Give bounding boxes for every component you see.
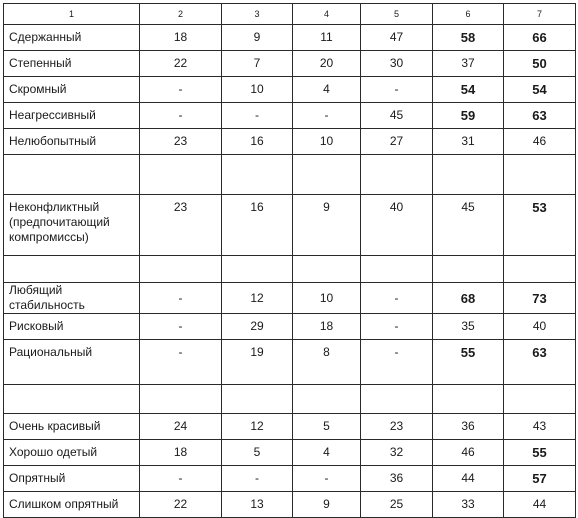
table-cell: 44 — [504, 492, 576, 518]
row-label: Неагрессивный — [4, 103, 140, 129]
table-cell: - — [140, 340, 222, 385]
table-cell: 44 — [433, 466, 504, 492]
table-cell: - — [293, 103, 361, 129]
table-cell: 63 — [504, 340, 576, 385]
table-cell: 19 — [222, 340, 293, 385]
table-row — [4, 314, 576, 340]
table-cell: 18 — [140, 440, 222, 466]
table-cell: 4 — [293, 77, 361, 103]
table-cell: 59 — [433, 103, 504, 129]
table-row — [4, 103, 576, 129]
header-cell: 5 — [361, 4, 433, 25]
table-cell: 43 — [504, 414, 576, 440]
table-cell: 22 — [140, 492, 222, 518]
table-cell: 5 — [222, 440, 293, 466]
table-cell: - — [293, 466, 361, 492]
table-row — [4, 440, 576, 466]
row-label: Хорошо одетый — [4, 440, 140, 466]
table-cell: - — [361, 283, 433, 314]
table-cell: 37 — [433, 51, 504, 77]
table-cell: 12 — [222, 283, 293, 314]
table-cell: 9 — [222, 25, 293, 51]
row-label: Любящий стабильность — [4, 283, 140, 314]
table-cell: 4 — [293, 440, 361, 466]
empty-row — [4, 155, 576, 195]
table-row — [4, 283, 576, 314]
header-cell: 4 — [293, 4, 361, 25]
table-cell: 55 — [433, 340, 504, 385]
empty-row — [4, 256, 576, 283]
row-label: Опрятный — [4, 466, 140, 492]
table-cell: 31 — [433, 129, 504, 155]
table-row — [4, 25, 576, 51]
row-label: Рациональный — [4, 340, 140, 385]
table-cell: - — [222, 103, 293, 129]
data-table — [3, 3, 576, 518]
header-row — [4, 4, 576, 25]
table-row — [4, 77, 576, 103]
row-label: Слишком опрятный — [4, 492, 140, 518]
table-cell: 23 — [140, 195, 222, 256]
row-label: Рисковый — [4, 314, 140, 340]
table-row — [4, 51, 576, 77]
table-row — [4, 340, 576, 385]
row-label: Степенный — [4, 51, 140, 77]
table-cell: 7 — [222, 51, 293, 77]
table-cell: 40 — [504, 314, 576, 340]
table-row — [4, 414, 576, 440]
table-cell: 35 — [433, 314, 504, 340]
header-cell: 6 — [433, 4, 504, 25]
table-cell: - — [140, 314, 222, 340]
table-cell: 10 — [222, 77, 293, 103]
table-cell: 10 — [293, 129, 361, 155]
table-cell: 36 — [361, 466, 433, 492]
table-cell: 33 — [433, 492, 504, 518]
table-cell: 23 — [361, 414, 433, 440]
table-cell: 47 — [361, 25, 433, 51]
table-cell: - — [140, 103, 222, 129]
header-cell: 7 — [504, 4, 576, 25]
table-row — [4, 195, 576, 256]
table-cell: 29 — [222, 314, 293, 340]
table-cell: 45 — [433, 195, 504, 256]
header-cell: 3 — [222, 4, 293, 25]
empty-row — [4, 385, 576, 414]
table-cell: - — [361, 340, 433, 385]
row-label: Неконфликтный (предпочитающий компромиссы) — [4, 195, 140, 256]
table-cell: 46 — [433, 440, 504, 466]
table-cell: 27 — [361, 129, 433, 155]
table-cell: 45 — [361, 103, 433, 129]
table-cell: - — [140, 283, 222, 314]
table-cell: 20 — [293, 51, 361, 77]
table-cell: - — [140, 466, 222, 492]
table-cell: 73 — [504, 283, 576, 314]
table-cell: 46 — [504, 129, 576, 155]
table-cell: 11 — [293, 25, 361, 51]
table-cell: 58 — [433, 25, 504, 51]
row-label: Скромный — [4, 77, 140, 103]
table-cell: - — [361, 314, 433, 340]
row-label: Нелюбопытный — [4, 129, 140, 155]
table-cell: 23 — [140, 129, 222, 155]
table-cell: 36 — [433, 414, 504, 440]
table-cell: 66 — [504, 25, 576, 51]
row-label: Очень красивый — [4, 414, 140, 440]
table-cell: 18 — [293, 314, 361, 340]
table-cell: - — [140, 77, 222, 103]
table-cell: 25 — [361, 492, 433, 518]
table-cell: 63 — [504, 103, 576, 129]
table-cell: 10 — [293, 283, 361, 314]
table-cell: 40 — [361, 195, 433, 256]
table-cell: 53 — [504, 195, 576, 256]
table-cell: 32 — [361, 440, 433, 466]
header-cell: 1 — [4, 4, 140, 25]
table-cell: - — [361, 77, 433, 103]
table-cell: 57 — [504, 466, 576, 492]
row-label: Сдержанный — [4, 25, 140, 51]
table-cell: 50 — [504, 51, 576, 77]
table-cell: 24 — [140, 414, 222, 440]
table-cell: 16 — [222, 129, 293, 155]
table-cell: 18 — [140, 25, 222, 51]
table-cell: 16 — [222, 195, 293, 256]
table-row — [4, 466, 576, 492]
table-cell: 68 — [433, 283, 504, 314]
table-cell: 5 — [293, 414, 361, 440]
table-cell: 54 — [433, 77, 504, 103]
table-cell: 30 — [361, 51, 433, 77]
table-cell: 55 — [504, 440, 576, 466]
table-row — [4, 129, 576, 155]
table-cell: 13 — [222, 492, 293, 518]
table-cell: 9 — [293, 492, 361, 518]
table-cell: 54 — [504, 77, 576, 103]
table-cell: 8 — [293, 340, 361, 385]
table-cell: 9 — [293, 195, 361, 256]
header-cell: 2 — [140, 4, 222, 25]
table-cell: 12 — [222, 414, 293, 440]
table-cell: - — [222, 466, 293, 492]
table-cell: 22 — [140, 51, 222, 77]
